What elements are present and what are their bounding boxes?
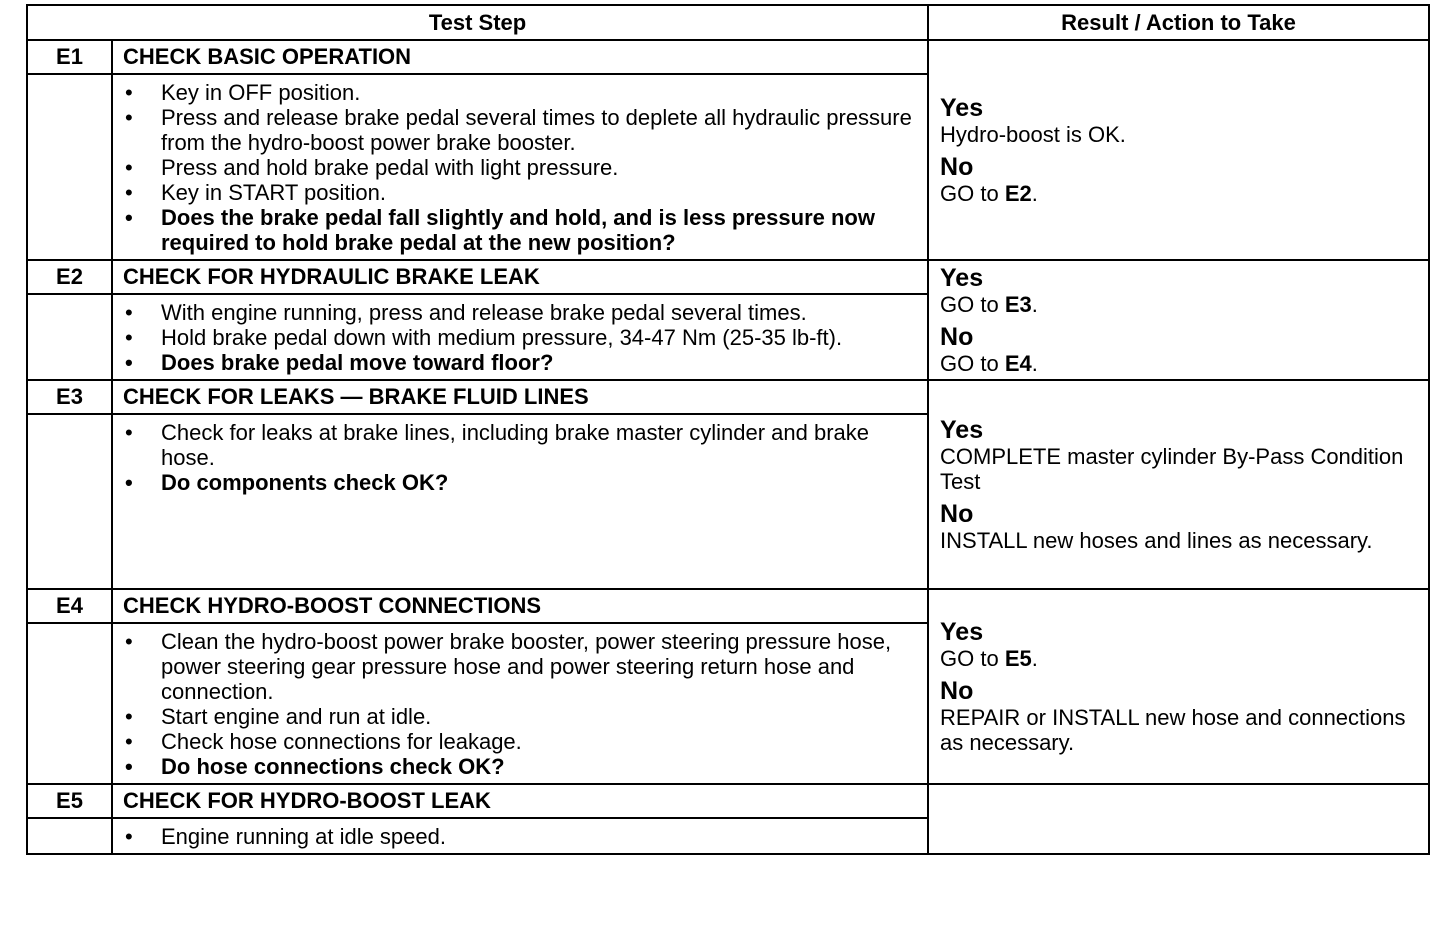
no-action: GO to E4.	[940, 351, 1038, 376]
list-item: • Press and release brake pedal several times to deplete all hydraulic pressure from the hydro-boost power brake booster.	[125, 105, 912, 155]
bullet-icon: •	[125, 824, 133, 849]
bullet-icon: •	[125, 300, 133, 325]
no-label: No	[940, 500, 974, 528]
step-title-row	[27, 380, 1429, 414]
list-item: • Does brake pedal move toward floor?	[125, 350, 554, 375]
bullet-icon: •	[125, 350, 133, 375]
header-row	[27, 5, 1429, 40]
no-label: No	[940, 323, 974, 351]
diagnostic-test-table	[26, 4, 1430, 855]
step-result	[928, 589, 1429, 784]
yes-label: Yes	[940, 94, 984, 122]
no-label: No	[940, 677, 974, 705]
step-id-spacer	[27, 74, 112, 260]
step-title-row	[27, 784, 1429, 818]
yes-action: COMPLETE master cylinder By-Pass Condition Test	[940, 444, 1404, 494]
list-item: • Does the brake pedal fall slightly and hold, and is less pressure now required to hold brake pedal at the new position?	[125, 205, 875, 255]
list-item: • Check hose connections for leakage.	[125, 729, 522, 754]
step-title: CHECK HYDRO-BOOST CONNECTIONS	[112, 589, 928, 623]
step-bullet-list	[125, 629, 917, 779]
step-id-spacer	[27, 818, 112, 854]
bullet-icon: •	[125, 729, 133, 754]
bullet-icon: •	[125, 420, 133, 445]
step-result-empty	[928, 784, 1429, 854]
bullet-icon: •	[125, 704, 133, 729]
bullet-icon: •	[125, 80, 133, 105]
yes-action: GO to E5.	[940, 646, 1038, 671]
result-action-header: Result / Action to Take	[928, 5, 1429, 40]
step-result	[928, 40, 1429, 260]
yes-action: GO to E3.	[940, 292, 1038, 317]
step-id: E3	[27, 380, 112, 414]
bullet-icon: •	[125, 155, 133, 180]
step-id-spacer	[27, 294, 112, 380]
no-action: INSTALL new hoses and lines as necessary.	[940, 528, 1373, 553]
bullet-icon: •	[125, 105, 133, 130]
step-title: CHECK BASIC OPERATION	[112, 40, 928, 74]
no-action: GO to E2.	[940, 181, 1038, 206]
no-action: REPAIR or INSTALL new hose and connections as necessary.	[940, 705, 1406, 755]
step-id-spacer	[27, 414, 112, 589]
list-item: • With engine running, press and release brake pedal several times.	[125, 300, 807, 325]
yes-label: Yes	[940, 264, 984, 292]
step-result	[928, 260, 1429, 380]
yes-action: Hydro-boost is OK.	[940, 122, 1126, 147]
yes-label: Yes	[940, 618, 984, 646]
bullet-icon: •	[125, 629, 133, 654]
bullet-icon: •	[125, 325, 133, 350]
bullet-icon: •	[125, 754, 133, 779]
step-title: CHECK FOR HYDRAULIC BRAKE LEAK	[112, 260, 928, 294]
step-body	[112, 294, 928, 380]
step-result	[928, 380, 1429, 589]
step-title-row	[27, 260, 1429, 294]
yes-label: Yes	[940, 416, 984, 444]
step-bullet-list	[125, 300, 917, 375]
step-title-row	[27, 40, 1429, 74]
step-body	[112, 414, 928, 589]
step-id: E1	[27, 40, 112, 74]
step-id: E4	[27, 589, 112, 623]
list-item: • Clean the hydro-boost power brake booster, power steering pressure hose, power steering gear pressure hose and power steering return hose and connection.	[125, 629, 892, 704]
list-item: • Key in START position.	[125, 180, 386, 205]
step-bullet-list	[125, 420, 917, 495]
list-item: • Engine running at idle speed.	[125, 824, 446, 849]
step-title: CHECK FOR LEAKS — BRAKE FLUID LINES	[112, 380, 928, 414]
step-title: CHECK FOR HYDRO-BOOST LEAK	[112, 784, 928, 818]
step-body	[112, 74, 928, 260]
no-label: No	[940, 153, 974, 181]
list-item: • Start engine and run at idle.	[125, 704, 432, 729]
step-title-row	[27, 589, 1429, 623]
bullet-icon: •	[125, 180, 133, 205]
list-item: • Check for leaks at brake lines, including brake master cylinder and brake hose.	[125, 420, 870, 470]
step-body	[112, 623, 928, 784]
step-body	[112, 818, 928, 854]
step-id: E5	[27, 784, 112, 818]
step-bullet-list	[125, 80, 917, 255]
list-item: • Hold brake pedal down with medium pressure, 34-47 Nm (25-35 lb-ft).	[125, 325, 843, 350]
list-item: • Do hose connections check OK?	[125, 754, 505, 779]
list-item: • Press and hold brake pedal with light pressure.	[125, 155, 619, 180]
step-bullet-list	[125, 824, 917, 849]
step-id: E2	[27, 260, 112, 294]
step-id-spacer	[27, 623, 112, 784]
list-item: • Key in OFF position.	[125, 80, 361, 105]
list-item: • Do components check OK?	[125, 470, 449, 495]
test-step-header: Test Step	[27, 5, 928, 40]
bullet-icon: •	[125, 470, 133, 495]
bullet-icon: •	[125, 205, 133, 230]
